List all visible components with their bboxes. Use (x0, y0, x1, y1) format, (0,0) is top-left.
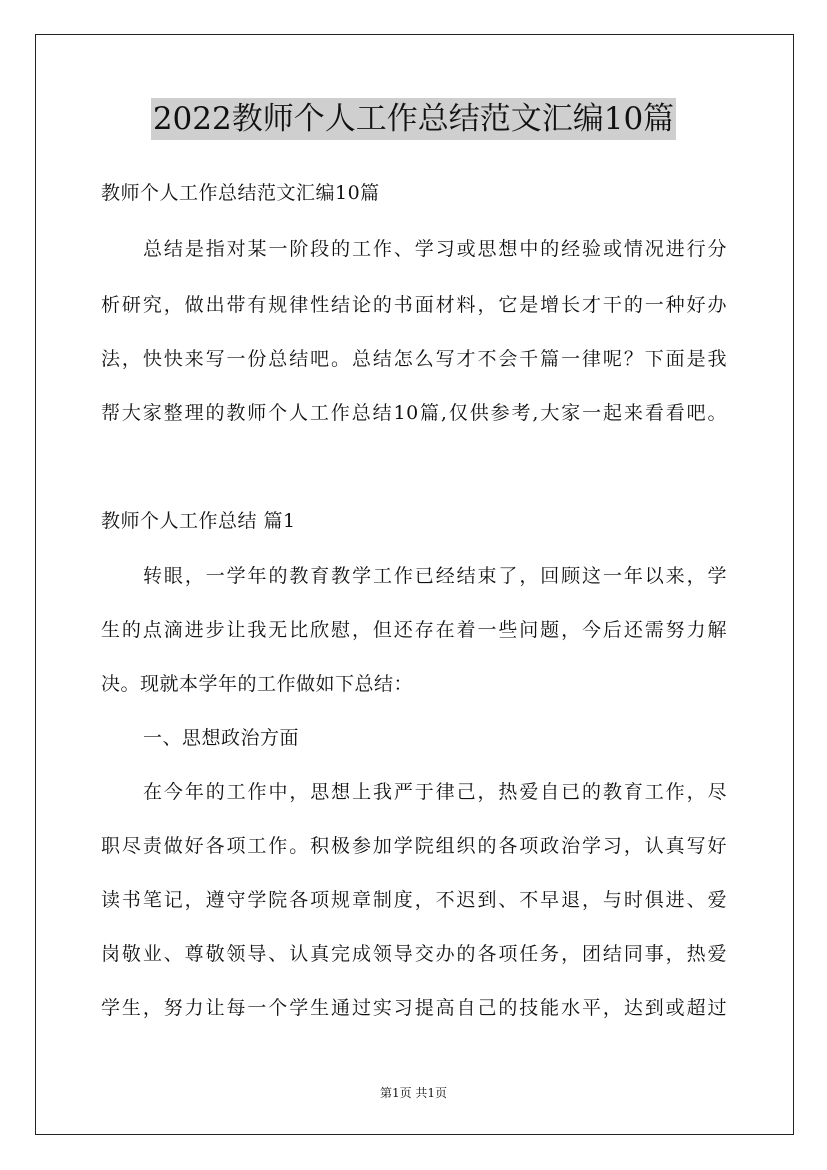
paragraph-line: 析研究，做出带有规律性结论的书面材料，它是增长才干的一种好办 (101, 294, 727, 316)
paragraph-line: 岗敬业、尊敬领导、认真完成领导交办的各项任务，团结同事，热爱 (101, 943, 727, 965)
subsection-heading: 一、思想政治方面 (143, 727, 300, 749)
page-footer: 第1页 共1页 (379, 1086, 448, 1100)
paragraph-line: 帮大家整理的教师个人工作总结10篇,仅供参考,大家一起来看看吧。 (101, 402, 727, 424)
paragraph-line: 转眼，一学年的教育教学工作已经结束了，回顾这一年以来，学 (143, 565, 727, 587)
paragraph-line: 决。现就本学年的工作做如下总结： (101, 673, 414, 695)
paragraph-line: 法，快快来写一份总结吧。总结怎么写才不会千篇一律呢？下面是我 (101, 348, 727, 370)
paragraph-line: 总结是指对某一阶段的工作、学习或思想中的经验或情况进行分 (143, 238, 727, 260)
subtitle-line: 教师个人工作总结范文汇编10篇 (101, 182, 380, 204)
paragraph-line: 读书笔记，遵守学院各项规章制度，不迟到、不早退，与时俱进、爱 (101, 889, 727, 911)
paragraph-line: 生的点滴进步让我无比欣慰，但还存在着一些问题，今后还需努力解 (101, 619, 727, 641)
paragraph-line: 职尽责做好各项工作。积极参加学院组织的各项政治学习，认真写好 (101, 835, 727, 857)
document-title: 2022教师个人工作总结范文汇编10篇 (151, 98, 676, 140)
title-container (0, 98, 827, 140)
paragraph-line: 学生，努力让每一个学生通过实习提高自己的技能水平，达到或超过 (101, 997, 727, 1019)
paragraph-line: 在今年的工作中，思想上我严于律己，热爱自已的教育工作，尽 (143, 781, 727, 803)
section-heading: 教师个人工作总结 篇1 (101, 510, 296, 532)
